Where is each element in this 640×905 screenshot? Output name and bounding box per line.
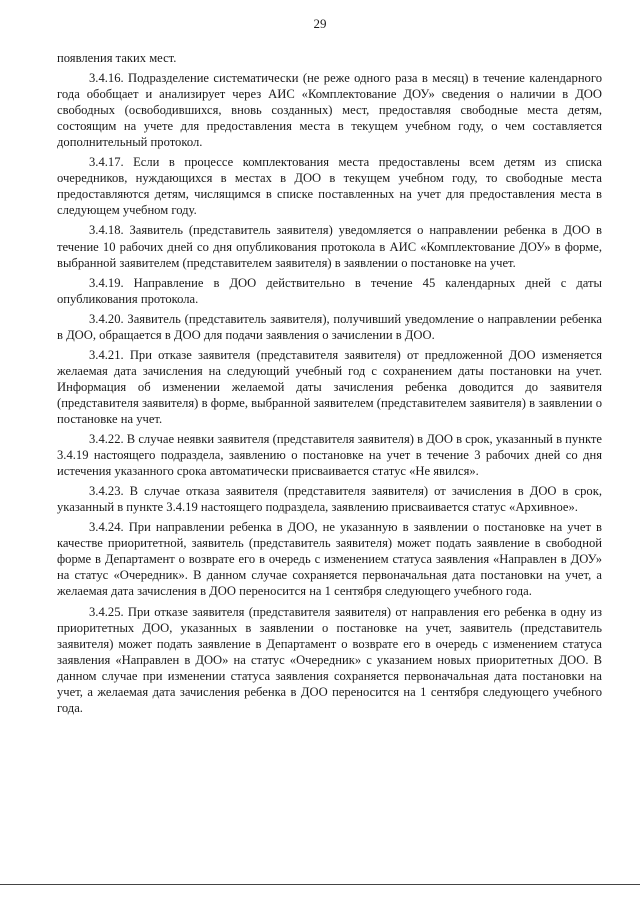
page-number: 29 xyxy=(313,16,327,31)
paragraph-3-4-18: 3.4.18. Заявитель (представитель заявителя) уведомляется о направлении ребенка в ДОО в течение 10 рабочих дней со дня опубликования протокола в АИС «Комплектование ДОУ» в форме, выбранной заявителем (представителем заявителя) в заявлении о постановке на учет. xyxy=(57,223,602,270)
paragraph-3-4-16: 3.4.16. Подразделение систематически (не реже одного раза в месяц) в течение календарного года обобщает и анализирует через АИС «Комплектование ДОУ» сведения о наличии в ДОО свободных (освободившихся, вновь созданных) мест, предоставляя свободные места детям, состоящим на учете для предоставления места в текущем учебном году, о чем составляется дополнительный протокол. xyxy=(57,71,602,150)
paragraph-3-4-21: 3.4.21. При отказе заявителя (представителя заявителя) от предложенной ДОО изменяется желаемая дата зачисления на следующий учебный год с сохранением даты постановки на учет. Информация об изменении желаемой даты зачисления ребенка доводится до заявителя (представителя заявителя) в форме, выбранной заявителем (представителем заявителя) в заявлении о постановке на учет. xyxy=(57,347,602,426)
paragraph-continuation: появления таких мест. xyxy=(57,51,177,65)
paragraph-3-4-22: 3.4.22. В случае неявки заявителя (представителя заявителя) в ДОО в срок, указанный в пункте 3.4.19 настоящего подраздела, заявлению о постановке на учет в течение 3 рабочих дней со дня истечения указанного срока автоматически присваивается статус «Не явился». xyxy=(57,432,602,479)
paragraph-3-4-23: 3.4.23. В случае отказа заявителя (представителя заявителя) от зачисления в ДОО в срок, указанный в пункте 3.4.19 настоящего подраздела, заявлению присваивается статус «Архивное». xyxy=(57,484,602,515)
paragraph-3-4-25: 3.4.25. При отказе заявителя (представителя заявителя) от направления его ребенка в одну из приоритетных ДОО, указанных в заявлении о постановке на учет, заявитель (представитель заявителя) может подать заявление в Департамент о возврате его в очередь с изменением статуса заявления «Направлен в ДОО» на статус «Очередник» с указанием новых приоритетных ДОО. В данном случае при изменении статуса заявления сохраняется первоначальная дата постановки на учет, а желаемая дата зачисления ребенка в ДОО переносится на 1 сентября следующего учебного года. xyxy=(57,604,602,715)
paragraph-3-4-19: 3.4.19. Направление в ДОО действительно в течение 45 календарных дней с даты опубликования протокола. xyxy=(57,275,602,306)
document-body xyxy=(57,50,602,720)
paragraph-3-4-17: 3.4.17. Если в процессе комплектования места предоставлены всем детям из списка очередников, нуждающихся в местах в ДОО в текущем учебном году, то свободные места предоставляются детям, числящимся в списке поставленных на учет для предоставления места в следующем учебном году. xyxy=(57,155,602,218)
bottom-divider xyxy=(0,884,640,885)
paragraph-3-4-20: 3.4.20. Заявитель (представитель заявителя), получивший уведомление о направлении ребенка в ДОО, обращается в ДОО для подачи заявления о зачислении в ДОО. xyxy=(57,311,602,342)
paragraph-3-4-24: 3.4.24. При направлении ребенка в ДОО, не указанную в заявлении о постановке на учет в качестве приоритетной, заявитель (представитель заявителя) может подать заявление в свободной форме в Департамент о возврате его в очередь с изменением статуса заявления «Направлен в ДОУ» на статус «Очередник». В данном случае сохраняется первоначальная дата постановки на учет, а желаемая дата зачисления в ДОО переносится на 1 сентября следующего учебного года. xyxy=(57,520,602,599)
